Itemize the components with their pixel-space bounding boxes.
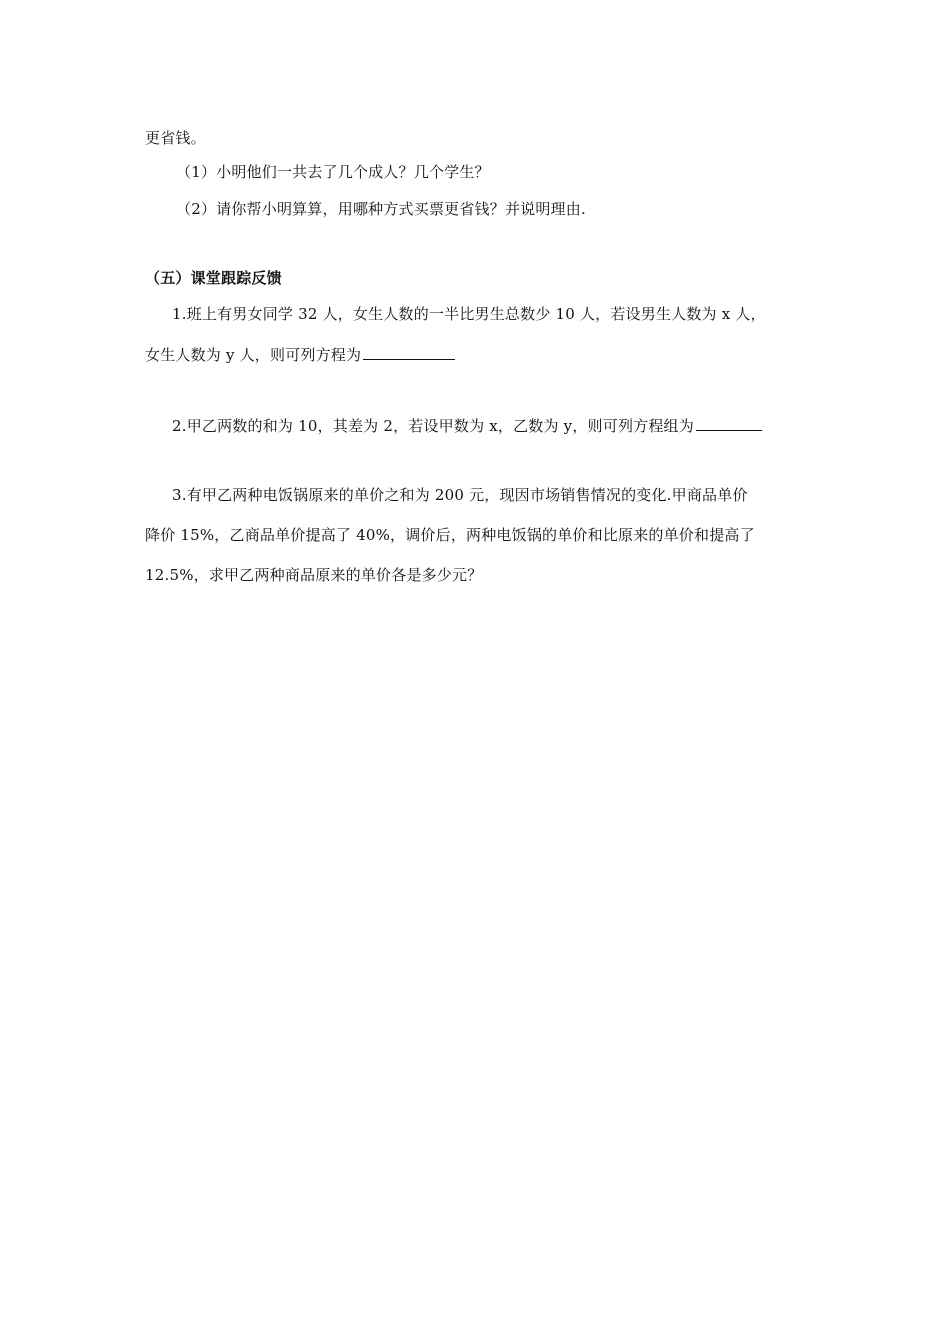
answer-blank-1[interactable]	[363, 344, 455, 360]
question-2	[172, 415, 762, 436]
question-3-line-3: 12.5%，求甲乙两种商品原来的单价各是多少元？	[145, 566, 483, 584]
question-1-line-1: 1.班上有男女同学 32 人，女生人数的一半比男生总数少 10 人，若设男生人数为 x 人，	[172, 305, 766, 323]
section-heading: （五）课堂跟踪反馈	[145, 269, 282, 287]
sub-question-1: （1）小明他们一共去了几个成人？几个学生？	[176, 163, 490, 181]
sub-question-2: （2）请你帮小明算算，用哪种方式买票更省钱？并说明理由.	[176, 200, 586, 218]
intro-tail-text: 更省钱。	[145, 129, 206, 147]
question-3-line-1: 3.有甲乙两种电饭锅原来的单价之和为 200 元，现因市场销售情况的变化.甲商品单价	[172, 486, 748, 504]
question-3-line-2: 降价 15%，乙商品单价提高了 40%，调价后，两种电饭锅的单价和比原来的单价和提高了	[145, 526, 755, 544]
question-1-line-2-text: 女生人数为 y 人，则可列方程为	[145, 346, 362, 364]
question-2-text: 2.甲乙两数的和为 10，其差为 2，若设甲数为 x，乙数为 y，则可列方程组为	[172, 417, 694, 435]
answer-blank-2[interactable]	[696, 415, 762, 431]
question-1-line-2	[145, 344, 455, 365]
